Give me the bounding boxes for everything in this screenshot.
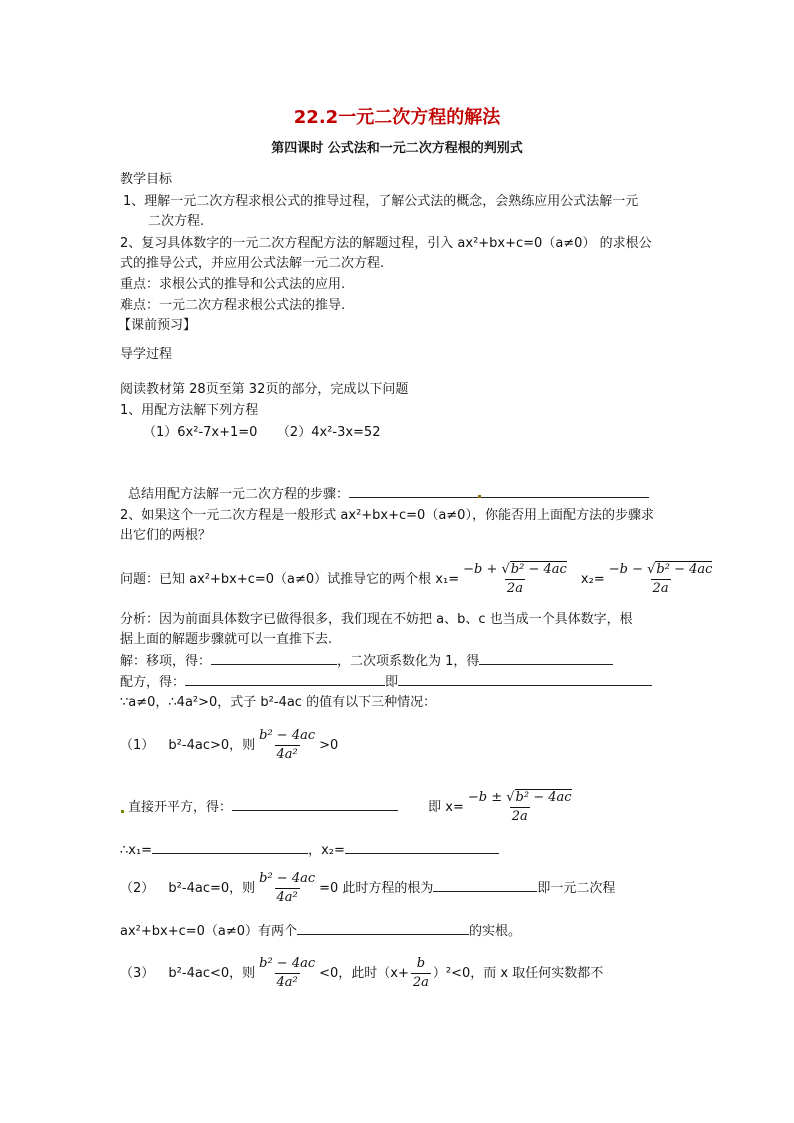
case-2-tail: 即一元二次程 [537,881,616,896]
x2-label: x₂= [580,572,605,587]
ie-text: 即 [385,675,399,690]
goal-1-line-2: 二次方程. [148,214,205,229]
case-2-tail-2: 的实根。 [469,924,522,939]
case-3-fraction: $\frac{\text{b² − 4ac}}{\text{4a²}}$ [259,956,316,990]
analysis-line-1: 分析：因为前面具体数字已做得很多，我们现在不妨把 a、b、c 也当成一个具体数字，根 [120,612,633,627]
ie-blank[interactable] [398,673,652,686]
solve-move-text: 解：移项，得： [120,654,212,669]
case-1-tail: >0 [319,738,339,753]
x2-formula: $\frac{\text{−b − √b² − 4ac}}{2a}$ [608,562,713,596]
case-2-label: （2） [120,881,155,896]
case-3-text: b²-4ac<0，则 [168,966,256,981]
because-line: ∵a≠0，∴4a²>0，式子 b²-4ac 的值有以下三种情况： [120,695,437,710]
roots-line [120,841,499,860]
problem-line [120,560,716,600]
goal-2-line-1: 2、复习具体数字的一元二次方程配方法的解题过程，引入 ax²+bx+c=0（a≠0） 的求根公 [120,236,652,251]
reading-instruction: 阅读教材第 28页至第 32页的部分，完成以下问题 [120,382,409,397]
guide-heading: 导学过程 [120,347,173,362]
summary-answer-blank[interactable] [349,485,649,498]
case-2-roots-blank[interactable] [297,922,469,935]
case-1-label: （1） [120,738,155,753]
problem-text: 问题：已知 ax²+bx+c=0（a≠0）试推导它的两个根 x₁= [120,572,460,587]
goal-2-line-2: 式的推导公式，并应用公式法解一元二次方程. [120,256,385,271]
page-title: 22.2一元二次方程的解法 [293,107,501,128]
case-1-line [120,726,338,766]
direct-root-blank[interactable] [232,798,398,811]
case-2-mid: =0 此时方程的根为 [319,881,434,896]
complete-square-blank[interactable] [185,673,385,686]
x1-label: ∴x₁= [120,843,153,858]
coefficient-text: ，二次项系数化为 1，得 [337,654,480,669]
stray-mark [478,495,481,498]
x2-blank[interactable] [345,841,499,854]
question-2-line-1: 2、如果这个一元二次方程是一般形式 ax²+bx+c=0（a≠0），你能否用上面配方法的步骤求 [120,508,654,523]
case-3-tail: ）²<0，而 x 取任何实数都不 [432,966,604,981]
case-1-text: b²-4ac>0，则 [168,738,256,753]
coefficient-blank[interactable] [479,652,613,665]
stray-mark-2 [121,810,124,813]
key-point: 重点：求根公式的推导和公式法的应用. [120,277,346,292]
quadratic-formula: $\frac{\text{−b ± √b² − 4ac}}{2a}$ [467,790,572,824]
page-subtitle: 第四课时 公式法和一元二次方程根的判别式 [271,141,523,156]
x1-blank[interactable] [152,841,308,854]
ie-x-label: 即 x= [428,800,464,815]
solve-line-2 [120,673,652,692]
case-3-line [120,954,603,994]
case-2-text-2: ax²+bx+c=0（a≠0）有两个 [120,924,298,939]
case-2-line-2 [120,922,521,941]
solve-line-1 [120,652,613,671]
preview-heading: 【课前预习】 [118,318,197,333]
direct-root-text: 直接开平方，得： [128,800,233,815]
difficult-point: 难点：一元二次方程求根公式法的推导. [120,298,346,313]
analysis-line-2: 据上面的解题步骤就可以一直推下去. [120,632,333,647]
case-2-fraction: $\frac{\text{b² − 4ac}}{\text{4a²}}$ [259,871,316,905]
case-2-line [120,869,615,909]
goals-heading: 教学目标 [120,172,173,187]
question-2-line-2: 出它们的两根？ [120,528,212,543]
case-2-root-blank[interactable] [433,879,537,892]
direct-root-line [128,788,576,828]
x1-formula: $\frac{\text{−b + √b² − 4ac}}{2a}$ [463,562,567,596]
question-1-equations: （1）6x²-7x+1=0 （2）4x²-3x=52 [143,425,381,440]
summary-line [128,485,649,504]
x2-text: ，x₂= [308,843,345,858]
b-over-2a-fraction: $\frac{b}{2a}$ [412,956,429,990]
case-3-mid: <0，此时（x+ [319,966,409,981]
move-terms-blank[interactable] [211,652,337,665]
complete-square-text: 配方，得： [120,675,186,690]
question-1: 1、用配方法解下列方程 [120,403,259,418]
case-1-fraction: $\frac{\text{b² − 4ac}}{\text{4a²}}$ [259,728,316,762]
goal-1-line-1: 1、理解一元二次方程求根公式的推导过程，了解公式法的概念，会熟练应用公式法解一元 [123,194,639,209]
case-2-text: b²-4ac=0，则 [168,881,256,896]
case-3-label: （3） [120,966,155,981]
summary-text: 总结用配方法解一元二次方程的步骤： [128,487,350,502]
